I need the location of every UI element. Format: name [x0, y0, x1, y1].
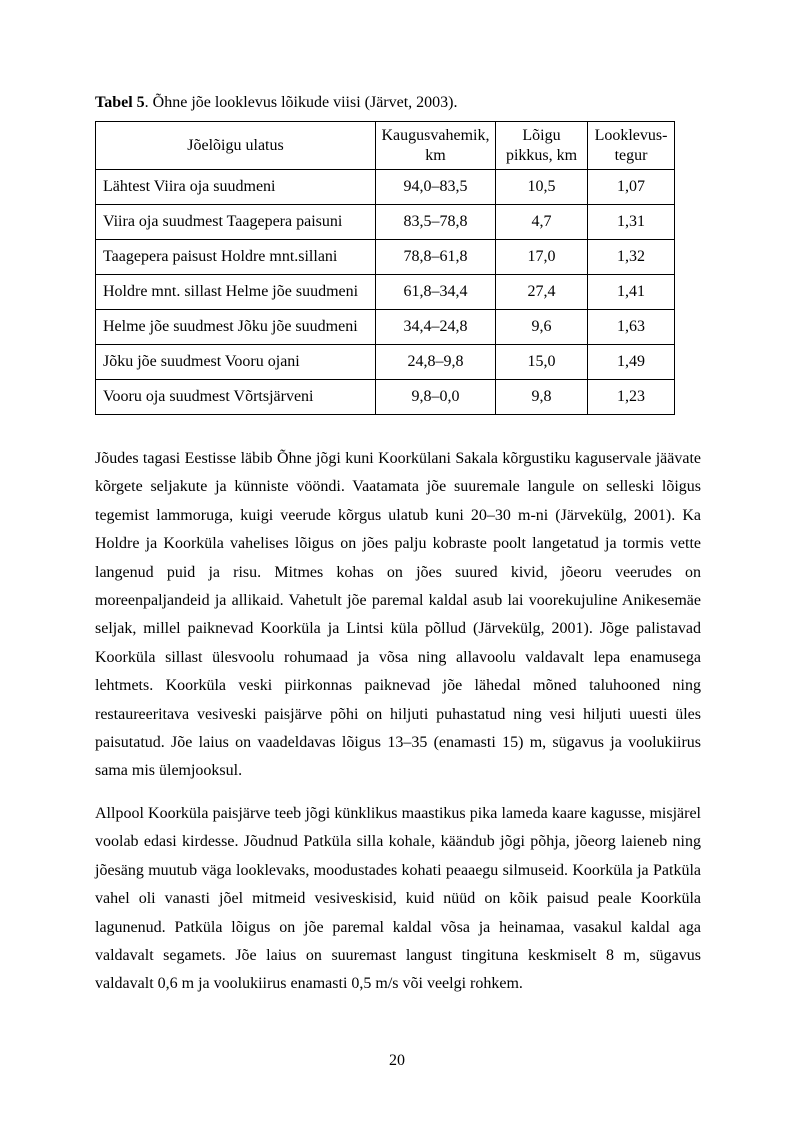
table-row	[96, 345, 675, 380]
value-cell: 78,8–61,8	[376, 240, 496, 275]
column-header: Lõigu pikkus, km	[496, 122, 588, 170]
value-cell: 9,8–0,0	[376, 380, 496, 415]
page-content	[95, 93, 701, 999]
river-section-cell: Vooru oja suudmest Võrtsjärveni	[96, 380, 376, 415]
table-row	[96, 380, 675, 415]
header-row	[96, 122, 675, 170]
table-caption-text: . Õhne jõe looklevus lõikude viisi (Järvet, 2003).	[144, 94, 458, 111]
value-cell: 9,6	[496, 310, 588, 345]
value-cell: 4,7	[496, 205, 588, 240]
table-header-row	[96, 122, 675, 170]
table-row	[96, 275, 675, 310]
value-cell: 24,8–9,8	[376, 345, 496, 380]
value-cell: 1,07	[588, 170, 675, 205]
table-caption	[95, 93, 701, 113]
table-body	[96, 170, 675, 415]
value-cell: 1,32	[588, 240, 675, 275]
value-cell: 9,8	[496, 380, 588, 415]
value-cell: 27,4	[496, 275, 588, 310]
river-section-cell: Taagepera paisust Holdre mnt.sillani	[96, 240, 376, 275]
river-section-cell: Viira oja suudmest Taagepera paisuni	[96, 205, 376, 240]
value-cell: 94,0–83,5	[376, 170, 496, 205]
body-text	[95, 445, 701, 999]
table-row	[96, 240, 675, 275]
river-sections-table	[95, 121, 675, 415]
paragraph-2: Allpool Koorküla paisjärve teeb jõgi künklikus maastikus pika lameda kaare kagusse, misjärel voolab edasi kirdesse. Jõudnud Patküla silla kohale, käändub jõgi põhja, jõeorg laieneb ning jõesäng muutub väga looklevaks, moodustades kohati peaaegu silmuseid. Koorküla ja Patküla vahel oli vanasti jõel mitmeid vesiveskisid, kuid nüüd on kõik paisud peale Koorküla lagunenud. Patküla lõigus on jõe paremal kaldal võsa ja heinamaa, vasakul kaldal aga valdavalt segamets. Jõe laius on suuremast langust tingituna keskmiselt 8 m, sügavus valdavalt 0,6 m ja voolukiirus enamasti 0,5 m/s või veelgi rohkem.	[95, 804, 701, 993]
paragraph-1: Jõudes tagasi Eestisse läbib Õhne jõgi kuni Koorkülani Sakala kõrgustiku kaguservale jäävate kõrgete seljakute ja künniste vööndi. Vaatamata jõe suuremale langule on selleski lõigus tegemist lammoruga, kuigi veerude kõrgus ulatub kuni 20–30 m-ni (Järvekülg, 2001). Ka Holdre ja Koorküla vahelises lõigus on jões palju kobraste poolt langetatud ja tormis vette langenud puid ja risu. Mitmes kohas on jões suured kivid, jõeoru veerudes on moreenpaljandeid ja allikaid. Vahetult jõe paremal kaldal asub lai voorekujuline Anikesemäe seljak, millel paiknevad Koorküla ja Lintsi küla põllud (Järvekülg, 2001). Jõge palistavad Koorküla sillast ülesvoolu rohumaad ja võsa ning allavoolu valdavalt lepa enamusega lehtmets. Koorküla veski piirkonnas paiknevad jõe lähedal mõned taluhooned ning restaureeritava vesiveski paisjärve põhi on hiljuti puhastatud ning vesi hiljuti uuesti üles paisutatud. Jõe laius on vaadeldavas lõigus 13–35 (enamasti 15) m, sügavus ja voolukiirus sama mis ülemjooksul.	[95, 450, 701, 780]
value-cell: 1,31	[588, 205, 675, 240]
table-caption-label: Tabel 5	[95, 94, 145, 111]
value-cell: 1,49	[588, 345, 675, 380]
value-cell: 1,41	[588, 275, 675, 310]
column-header: Looklevus-tegur	[588, 122, 675, 170]
value-cell: 17,0	[496, 240, 588, 275]
page-number: 20	[389, 1052, 405, 1069]
river-section-cell: Jõku jõe suudmest Vooru ojani	[96, 345, 376, 380]
value-cell: 15,0	[496, 345, 588, 380]
river-section-cell: Helme jõe suudmest Jõku jõe suudmeni	[96, 310, 376, 345]
value-cell: 34,4–24,8	[376, 310, 496, 345]
value-cell: 61,8–34,4	[376, 275, 496, 310]
value-cell: 1,63	[588, 310, 675, 345]
table-row	[96, 170, 675, 205]
column-header: Jõelõigu ulatus	[96, 122, 376, 170]
value-cell: 83,5–78,8	[376, 205, 496, 240]
table-row	[96, 205, 675, 240]
table-row	[96, 310, 675, 345]
river-section-cell: Lähtest Viira oja suudmeni	[96, 170, 376, 205]
value-cell: 10,5	[496, 170, 588, 205]
value-cell: 1,23	[588, 380, 675, 415]
river-section-cell: Holdre mnt. sillast Helme jõe suudmeni	[96, 275, 376, 310]
column-header: Kaugusvahemik, km	[376, 122, 496, 170]
